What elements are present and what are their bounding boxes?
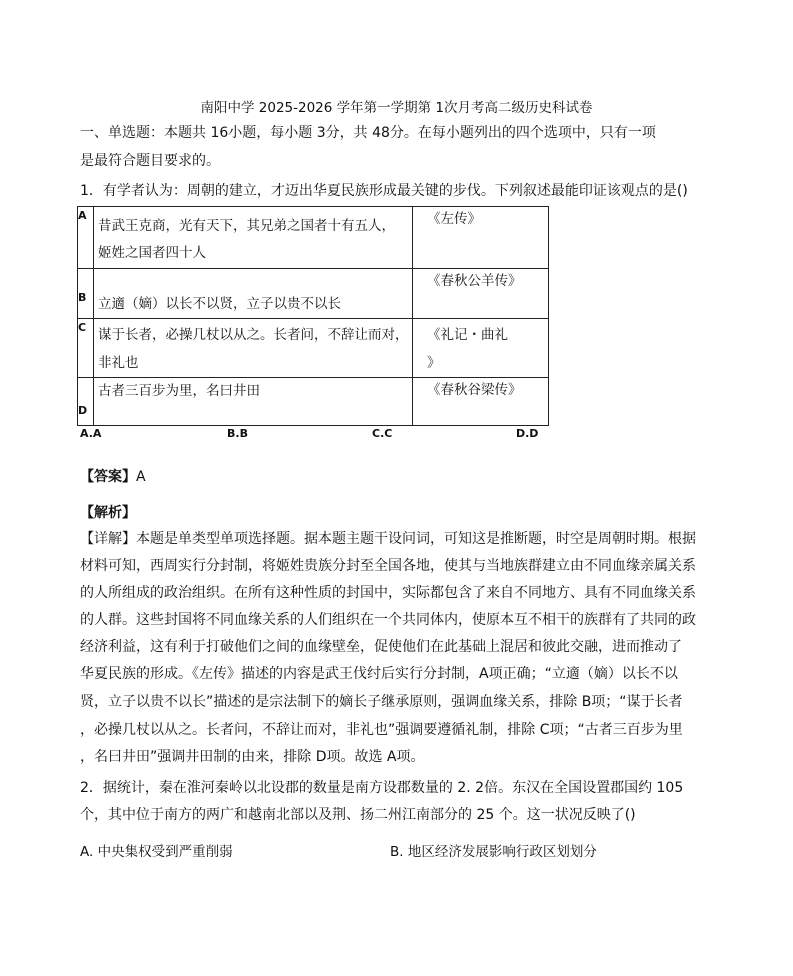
option-a[interactable]: A.A (80, 427, 102, 440)
option-b[interactable]: B.B (227, 427, 248, 440)
option-d[interactable]: D.D (516, 427, 539, 440)
explanation-line: 的人群。这些封国将不同血缘关系的人们组织在一个共同体内，使原本互不相干的族群有了共同的政 (80, 612, 696, 628)
section-heading-cont: 是最符合题目要求的。 (80, 153, 220, 169)
table-row (78, 378, 549, 426)
source-book: 《左传》 (427, 211, 481, 227)
source-table (77, 206, 549, 426)
explanation-line: ，必操几杖以从之。长者问，不辞让而对，非礼也”强调要遵循礼制，排除 C项；“古者三百步为里 (80, 722, 683, 738)
explanation-line: 经济利益，这有利于打破他们之间的血缘壁垒，促使他们在此基础上混居和彼此交融，进而推动了 (80, 639, 682, 655)
source-text: 谋于长者，必操几杖以从之。长者问，不辞让而对， (98, 327, 409, 343)
option-c[interactable]: C.C (372, 427, 393, 440)
explanation-line: 贤，立子以贵不以长”描述的是宗法制下的嫡长子继承原则，强调血缘关系，排除 B项；“谋于长者 (80, 694, 683, 710)
explanation-line: 华夏民族的形成。《左传》描述的内容是武王伐纣后实行分封制，A项正确；“立適（嫡）以长不以 (80, 666, 678, 682)
source-text-cont: 姬姓之国者四十人 (98, 245, 206, 261)
source-text: 昔武王克商，光有天下，其兄弟之国者十有五人， (98, 218, 395, 234)
explanation-line: 材料可知，西周实行分封制，将姬姓贵族分封至全国各地，使其与当地族群建立由不同血缘亲属关系 (80, 558, 696, 574)
analysis-label: 【解析】 (80, 505, 136, 521)
source-text-cont: 非礼也 (98, 355, 139, 371)
section-heading: 一、单选题：本题共 16小题，每小题 3分，共 48分。在每小题列出的四个选项中，只有一项 (80, 125, 656, 141)
page-title: 南阳中学 2025-2026 学年第一学期第 1次月考高二级历史科试卷 (200, 100, 593, 116)
source-book: 《春秋公羊传》 (427, 273, 522, 289)
question-2-stem-cont: 个，其中位于南方的两广和越南北部以及荆、扬二州江南部分的 25 个。这一状况反映了() (80, 807, 636, 823)
question-2-stem: 2．据统计，秦在淮河秦岭以北设郡的数量是南方设郡数量的 2. 2倍。东汉在全国设置郡国约 105 (80, 780, 684, 796)
source-text: 古者三百步为里，名曰井田 (98, 383, 260, 399)
row-letter: A (78, 209, 87, 222)
answer-label: 【答案】 (80, 469, 136, 485)
question-1-stem: 1．有学者认为：周朝的建立，才迈出华夏民族形成最关键的步伐。下列叙述最能印证该观点的是() (80, 183, 688, 199)
explanation-line: 【详解】本题是单类型单项选择题。据本题主题干设问词，可知这是推断题，时空是周朝时期。根据 (80, 531, 696, 547)
source-book: 《春秋谷梁传》 (427, 382, 522, 398)
explanation-line: ，名曰井田”强调井田制的由来，排除 D项。故选 A项。 (80, 749, 425, 765)
table-row (78, 269, 549, 319)
answer (80, 466, 146, 486)
q2-option-a[interactable]: A. 中央集权受到严重削弱 (80, 844, 233, 860)
source-book-cont: 》 (427, 355, 441, 371)
row-letter: D (78, 404, 88, 417)
source-text: 立適（嫡）以长不以贤，立子以贵不以长 (98, 296, 341, 312)
table-row (78, 319, 549, 378)
table-row (78, 207, 549, 269)
explanation-line: 的人所组成的政治组织。在所有这种性质的封国中，实际都包含了来自不同地方、具有不同血缘关系 (80, 585, 696, 601)
source-book: 《礼记・曲礼 (427, 327, 508, 343)
row-letter: C (78, 321, 87, 334)
row-letter: B (78, 291, 87, 304)
answer-value: A (136, 469, 146, 485)
q2-option-b[interactable]: B. 地区经济发展影响行政区划划分 (390, 844, 597, 860)
